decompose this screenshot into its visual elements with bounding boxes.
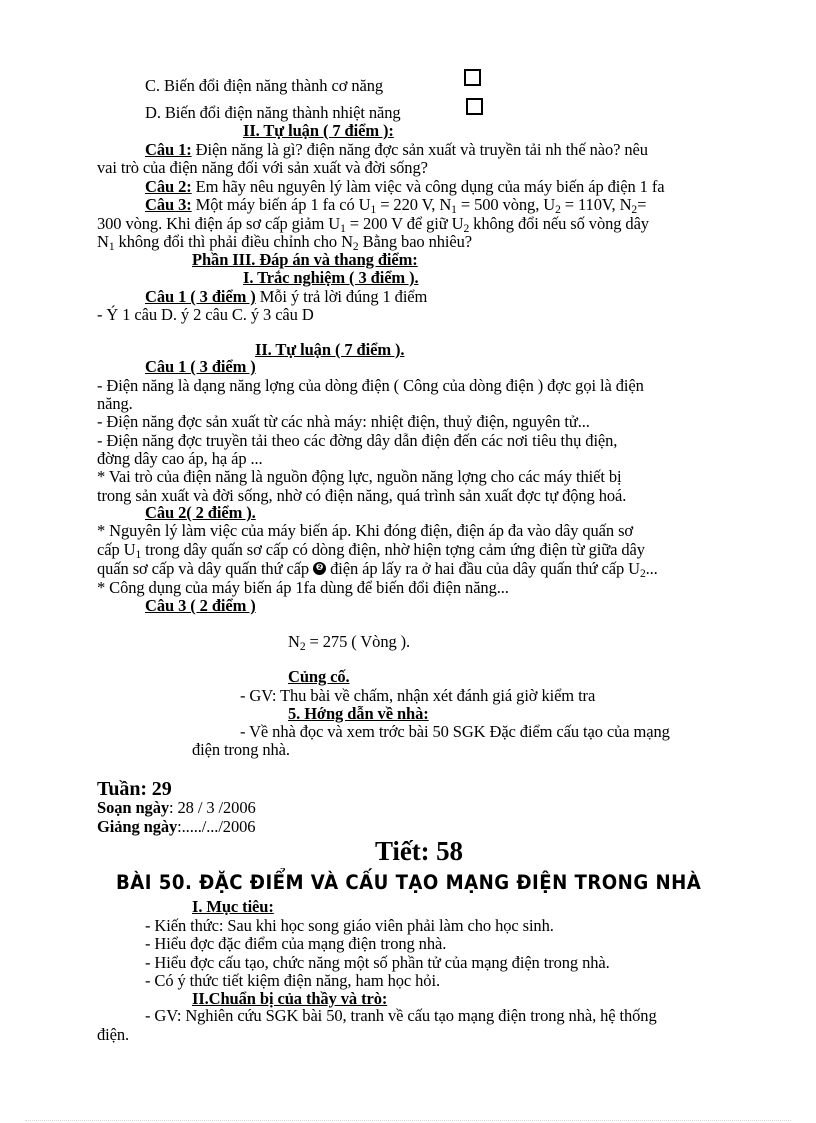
question-2 [145, 179, 664, 196]
subscript: 1 [370, 203, 377, 216]
answer-1-line: trong sản xuất và đời sống, nhờ có điện năng, quá trình sản xuất đợc tự động hoá. [97, 486, 627, 505]
numbered-marker-icon: ❷ [313, 562, 326, 575]
answer-2-text: ... [645, 559, 658, 578]
q3-text: 300 vòng. Khi điện áp sơ cấp giảm U [97, 214, 341, 233]
q3-text: không đổi thì phải điều chỉnh cho N [114, 232, 353, 251]
question-3-label: Câu 3: [145, 195, 192, 214]
answer-2-text: trong dây quấn sơ cấp có dòng điện, nhờ hiện tợng cảm ứng điện từ giữa dây [141, 540, 645, 559]
answer-1-mc-text: Mỗi ý trả lời đúng 1 điểm [255, 287, 428, 306]
objective-item: - Kiến thức: Sau khi học song giáo viên phải làm cho học sinh. [145, 916, 554, 935]
page-bottom-divider [25, 1120, 791, 1121]
answer-1-line: năng. [97, 394, 133, 413]
subscript: 1 [135, 548, 142, 561]
question-1 [145, 142, 648, 159]
answer-2-text: quấn sơ cấp và dây quấn thứ cấp [97, 559, 314, 578]
answer-1-line: - Điện năng đợc sản xuất từ các nhà máy: nhiệt điện, thuỷ điện, nguyên tử... [97, 412, 590, 431]
option-d-checkbox[interactable] [466, 98, 483, 115]
q3-text: Bằng bao nhiêu? [358, 232, 472, 251]
essay-heading: II. Tự luận ( 7 điểm ): [243, 121, 394, 140]
preparation-heading: II.Chuẩn bị của thầy và trò: [192, 989, 388, 1008]
answer-1-line: - Điện năng đợc truyền tải theo các đờng dây dẫn điện đến các nơi tiêu thụ điện, [97, 431, 618, 450]
q3-text: không đổi nếu số vòng dây [469, 214, 649, 233]
prepared-date-value: : 28 / 3 /2006 [169, 798, 256, 817]
preparation-line: điện. [97, 1025, 130, 1044]
option-c-checkbox[interactable] [464, 69, 481, 86]
question-2-label: Câu 2: [145, 177, 192, 196]
answer-3-text: N [288, 632, 300, 651]
subscript: 2 [555, 203, 561, 216]
subscript: 1 [451, 203, 457, 216]
teaching-date-label: Giảng ngày [97, 817, 178, 836]
subscript: 2 [639, 567, 646, 580]
question-1-cont: vai trò của điện năng đối với sản xuất và đời sống? [97, 158, 428, 177]
homework-line: - Về nhà đọc và xem trớc bài 50 SGK Đặc điểm cấu tạo của mạng [240, 722, 670, 741]
answer-2-line: * Nguyên lý làm việc của máy biến áp. Khi đóng điện, điện áp đa vào dây quấn sơ [97, 521, 634, 540]
subscript: 2 [352, 240, 359, 253]
answer-2-text: cấp U [97, 540, 136, 559]
objective-item: - Hiểu đợc cấu tạo, chức năng một số phần tử của mạng điện trong nhà. [145, 953, 610, 972]
consolidation-line: - GV: Thu bài về chấm, nhận xét đánh giá giờ kiểm tra [240, 686, 596, 705]
period-title: Tiết: 58 [375, 836, 463, 866]
mc-answer-heading: I. Trắc nghiệm ( 3 điểm ). [243, 268, 419, 287]
option-c: C. Biến đổi điện năng thành cơ năng [145, 76, 384, 95]
subscript: 1 [108, 240, 115, 253]
answer-2-text: điện áp lấy ra ở hai đầu của dây quấn thứ cấp U [326, 559, 640, 578]
objective-item: - Hiểu đợc đặc điểm của mạng điện trong nhà. [145, 934, 447, 953]
answer-1-line: * Vai trò của điện năng là nguồn động lực, nguồn năng lợng cho các máy thiết bị [97, 467, 622, 486]
q3-text: = 110V, N [560, 195, 632, 214]
answer-3-result [288, 634, 410, 653]
preparation-line: - GV: Nghiên cứu SGK bài 50, tranh về cấu tạo mạng điện trong nhà, hệ thống [145, 1006, 657, 1025]
answer-1-mc-label: Câu 1 ( 3 điểm ) [145, 287, 256, 306]
answer-3-text: = 275 ( Vòng ). [305, 632, 411, 651]
objective-item: - Có ý thức tiết kiệm điện năng, ham học hỏi. [145, 971, 440, 990]
answer-1-mc-line: - Ý 1 câu D. ý 2 câu C. ý 3 câu D [97, 305, 314, 324]
q3-text: = 500 vòng, U [456, 195, 556, 214]
prepared-date-label: Soạn ngày [97, 798, 170, 817]
week-number: Tuần: 29 [97, 778, 172, 800]
option-d: D. Biến đổi điện năng thành nhiệt năng [145, 103, 401, 122]
teaching-date-value: :...../.../2006 [177, 817, 256, 836]
q3-text: = 220 V, N [376, 195, 452, 214]
prepared-date [97, 800, 256, 817]
q3-text: N [97, 232, 109, 251]
q3-text: = 200 V để giữ U [345, 214, 464, 233]
answer-3-label: Câu 3 ( 2 điểm ) [145, 596, 256, 615]
answer-2-label: Câu 2( 2 điểm ). [145, 503, 256, 522]
teaching-date [97, 819, 255, 836]
essay-answer-heading: II. Tự luận ( 7 điểm ). [255, 340, 405, 359]
subscript: 2 [631, 203, 638, 216]
homework-line: điện trong nhà. [192, 740, 290, 759]
lesson-title: BÀI 50. ĐẶC ĐIỂM VÀ CẤU TẠO MẠNG ĐIỆN TRONG NHÀ [116, 871, 702, 894]
objectives-heading: I. Mục tiêu: [192, 897, 274, 916]
answer-2-line: * Công dụng của máy biến áp 1fa dùng để biến đổi điện năng... [97, 578, 509, 597]
part3-heading: Phần III. Đáp án và thang điểm: [192, 250, 418, 269]
question-2-text: Em hãy nêu nguyên lý làm việc và công dụng của máy biến áp điện 1 fa [191, 177, 665, 196]
answer-1-mc [145, 289, 427, 306]
subscript: 1 [340, 222, 346, 235]
answer-1-line: - Điện năng là dạng năng lợng của dòng điện ( Công của dòng điện ) đợc gọi là điện [97, 376, 644, 395]
answer-1-label: Câu 1 ( 3 điểm ) [145, 357, 256, 376]
q3-text: Một máy biến áp 1 fa có U [191, 195, 371, 214]
subscript: 2 [299, 640, 306, 653]
question-1-label: Câu 1: [145, 140, 192, 159]
q3-text: = [637, 195, 647, 214]
subscript: 2 [463, 222, 470, 235]
answer-1-line: đờng dây cao áp, hạ áp ... [97, 449, 263, 468]
question-1-text: Điện năng là gì? điện năng đợc sản xuất và truyền tải nh thế nào? nêu [191, 140, 648, 159]
consolidation-heading: Củng cố. [288, 667, 350, 686]
homework-heading: 5. Hớng dẫn về nhà: [288, 704, 429, 723]
